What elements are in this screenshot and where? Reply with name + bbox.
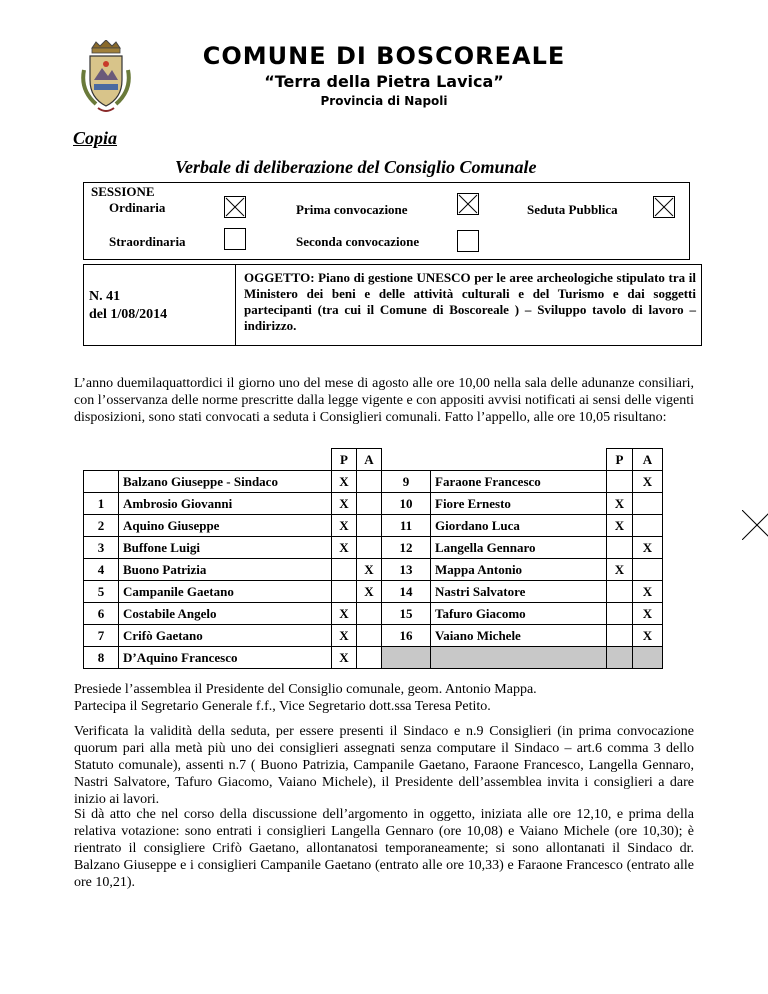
absent-mark: X (633, 603, 663, 625)
absent-mark: X (633, 625, 663, 647)
present-mark: X (332, 515, 357, 537)
councillor-number: 3 (84, 537, 119, 559)
present-mark (607, 625, 633, 647)
discussion-paragraph: Si dà atto che nel corso della discussione dell’argomento in oggetto, iniziata alle ore 12,10, e prima della relativa votazione: sono entrati i consiglieri Langella Gennaro (ore 10,08) e Vaiano Michele (ore 10,30); è rientrato il consigliere Crifò Gaetano, allontanatosi temporaneamente; si sono allontanati il Sindaco dr. Balzano Giuseppe e i consiglieri Campanile Gaetano (entrato alle ore 10,33) e Faraone Francesco (entrato alle ore 10,21). (74, 807, 694, 890)
present-mark: X (607, 493, 633, 515)
councillor-name: Faraone Francesco (431, 471, 607, 493)
deliberation-subject: OGGETTO: Piano di gestione UNESCO per le aree archeologiche stipulato tra il Ministero dei beni e delle attività culturali e del Turismo e dai soggetti partecipanti (tra cui il Comune di Boscoreale ) – Sviluppo tavolo di lavoro – indirizzo. (244, 270, 696, 333)
councillor-number: 9 (382, 471, 431, 493)
absent-mark (633, 559, 663, 581)
councillor-number: 7 (84, 625, 119, 647)
straordinaria-checkbox[interactable] (224, 228, 246, 250)
present-mark (332, 559, 357, 581)
councillor-name: Ambrosio Giovanni (119, 493, 332, 515)
present-mark (607, 647, 633, 669)
councillor-name (431, 647, 607, 669)
councillor-name: D’Aquino Francesco (119, 647, 332, 669)
absent-mark (357, 537, 382, 559)
present-mark (607, 537, 633, 559)
absent-mark (357, 515, 382, 537)
margin-cross-icon (742, 510, 768, 540)
straordinaria-label: Straordinaria (109, 234, 186, 249)
seduta-pubblica-checkbox[interactable] (653, 196, 675, 218)
cross-mark-icon (654, 197, 674, 217)
councillor-name: Aquino Giuseppe (119, 515, 332, 537)
intro-paragraph: L’anno duemilaquattordici il giorno uno del mese di agosto alle ore 10,00 nella sala delle adunanze consiliari, con l’osservanza delle norme prescritte dalla legge vigente e con appositi avvisi notificati ai sensi delle vigenti disposizioni, sono stati convocati a seduta i Consiglieri comunali. Fatto l’appello, alle ore 10,05 risultano: (74, 376, 694, 425)
councillor-number (84, 471, 119, 493)
deliberation-number-box (83, 264, 236, 346)
col-p-header-right: P (607, 449, 633, 471)
councillor-name: Mappa Antonio (431, 559, 607, 581)
validity-paragraph: Verificata la validità della seduta, per essere presenti il Sindaco e n.9 Consiglieri (in prima convocazione quorum pari alla metà più uno dei consiglieri assegnati senza computare il Sindaco – art.6 comma 3 dello Statuto comunale), assenti n.7 ( Buono Patrizia, Campanile Gaetano, Faraone Francesco, Langella Gennaro, Nastri Salvatore, Tafuro Giacomo, Vaiano Michele), il Presidente dell’assemblea invita i consiglieri a dare inizio ai lavori. (74, 724, 694, 807)
councillor-number: 1 (84, 493, 119, 515)
councillor-number: 15 (382, 603, 431, 625)
councillor-name: Fiore Ernesto (431, 493, 607, 515)
deliberation-number: N. 41 (89, 289, 121, 304)
councillor-number: 5 (84, 581, 119, 603)
absent-mark (357, 647, 382, 669)
absent-mark: X (633, 581, 663, 603)
councillor-number: 2 (84, 515, 119, 537)
cross-mark-icon (225, 197, 245, 217)
table-row (84, 603, 663, 625)
municipality-motto: “Terra della Pietra Lavica” (264, 72, 504, 91)
roll-call-table (83, 448, 663, 669)
councillor-number: 10 (382, 493, 431, 515)
absent-mark: X (357, 559, 382, 581)
document-title: Verbale di deliberazione del Consiglio Comunale (175, 157, 537, 177)
secretary-line: Partecipa il Segretario Generale f.f., Vice Segretario dott.ssa Teresa Petito. (74, 699, 491, 714)
seconda-convocazione-label: Seconda convocazione (296, 234, 420, 249)
present-mark: X (332, 647, 357, 669)
councillor-number: 4 (84, 559, 119, 581)
present-mark (607, 471, 633, 493)
table-row (84, 515, 663, 537)
table-row (84, 625, 663, 647)
table-row (84, 471, 663, 493)
presides-line: Presiede l’assemblea il Presidente del Consiglio comunale, geom. Antonio Mappa. (74, 682, 537, 697)
absent-mark: X (633, 537, 663, 559)
absent-mark (357, 471, 382, 493)
councillor-number (382, 647, 431, 669)
councillor-number: 6 (84, 603, 119, 625)
councillor-name: Crifò Gaetano (119, 625, 332, 647)
councillor-name: Buffone Luigi (119, 537, 332, 559)
present-mark: X (332, 603, 357, 625)
table-row (84, 647, 663, 669)
councillor-name: Costabile Angelo (119, 603, 332, 625)
table-row (84, 559, 663, 581)
present-mark: X (332, 625, 357, 647)
councillor-number: 8 (84, 647, 119, 669)
ordinaria-label: Ordinaria (109, 200, 166, 215)
seconda-convocazione-checkbox[interactable] (457, 230, 479, 252)
col-p-header: P (332, 449, 357, 471)
councillor-number: 12 (382, 537, 431, 559)
present-mark: X (607, 515, 633, 537)
councillor-number: 13 (382, 559, 431, 581)
seduta-pubblica-label: Seduta Pubblica (527, 202, 618, 217)
absent-mark (633, 515, 663, 537)
councillor-name: Buono Patrizia (119, 559, 332, 581)
absent-mark (357, 493, 382, 515)
councillor-number: 14 (382, 581, 431, 603)
absent-mark (357, 603, 382, 625)
absent-mark: X (633, 471, 663, 493)
present-mark (607, 603, 633, 625)
ordinaria-checkbox[interactable] (224, 196, 246, 218)
present-mark (332, 581, 357, 603)
table-row (84, 537, 663, 559)
table-row (84, 581, 663, 603)
session-heading: SESSIONE (91, 184, 155, 199)
present-mark: X (332, 471, 357, 493)
prima-convocazione-checkbox[interactable] (457, 193, 479, 215)
councillor-name: Campanile Gaetano (119, 581, 332, 603)
deliberation-date: del 1/08/2014 (89, 307, 168, 322)
present-mark: X (607, 559, 633, 581)
cross-mark-icon (458, 194, 478, 214)
province-name: Provincia di Napoli (320, 94, 448, 108)
councillor-name: Tafuro Giacomo (431, 603, 607, 625)
absent-mark (357, 625, 382, 647)
absent-mark (633, 647, 663, 669)
copy-label: Copia (73, 128, 118, 148)
prima-convocazione-label: Prima convocazione (296, 202, 408, 217)
councillor-number: 11 (382, 515, 431, 537)
councillor-name: Giordano Luca (431, 515, 607, 537)
col-a-header-right: A (633, 449, 663, 471)
present-mark (607, 581, 633, 603)
table-row (84, 493, 663, 515)
councillor-name: Vaiano Michele (431, 625, 607, 647)
present-mark: X (332, 493, 357, 515)
col-a-header: A (357, 449, 382, 471)
absent-mark: X (357, 581, 382, 603)
councillor-number: 16 (382, 625, 431, 647)
present-mark: X (332, 537, 357, 559)
councillor-name: Langella Gennaro (431, 537, 607, 559)
councillor-name: Nastri Salvatore (431, 581, 607, 603)
municipality-title: COMUNE DI BOSCOREALE (202, 42, 566, 70)
councillor-name: Balzano Giuseppe - Sindaco (119, 471, 332, 493)
absent-mark (633, 493, 663, 515)
